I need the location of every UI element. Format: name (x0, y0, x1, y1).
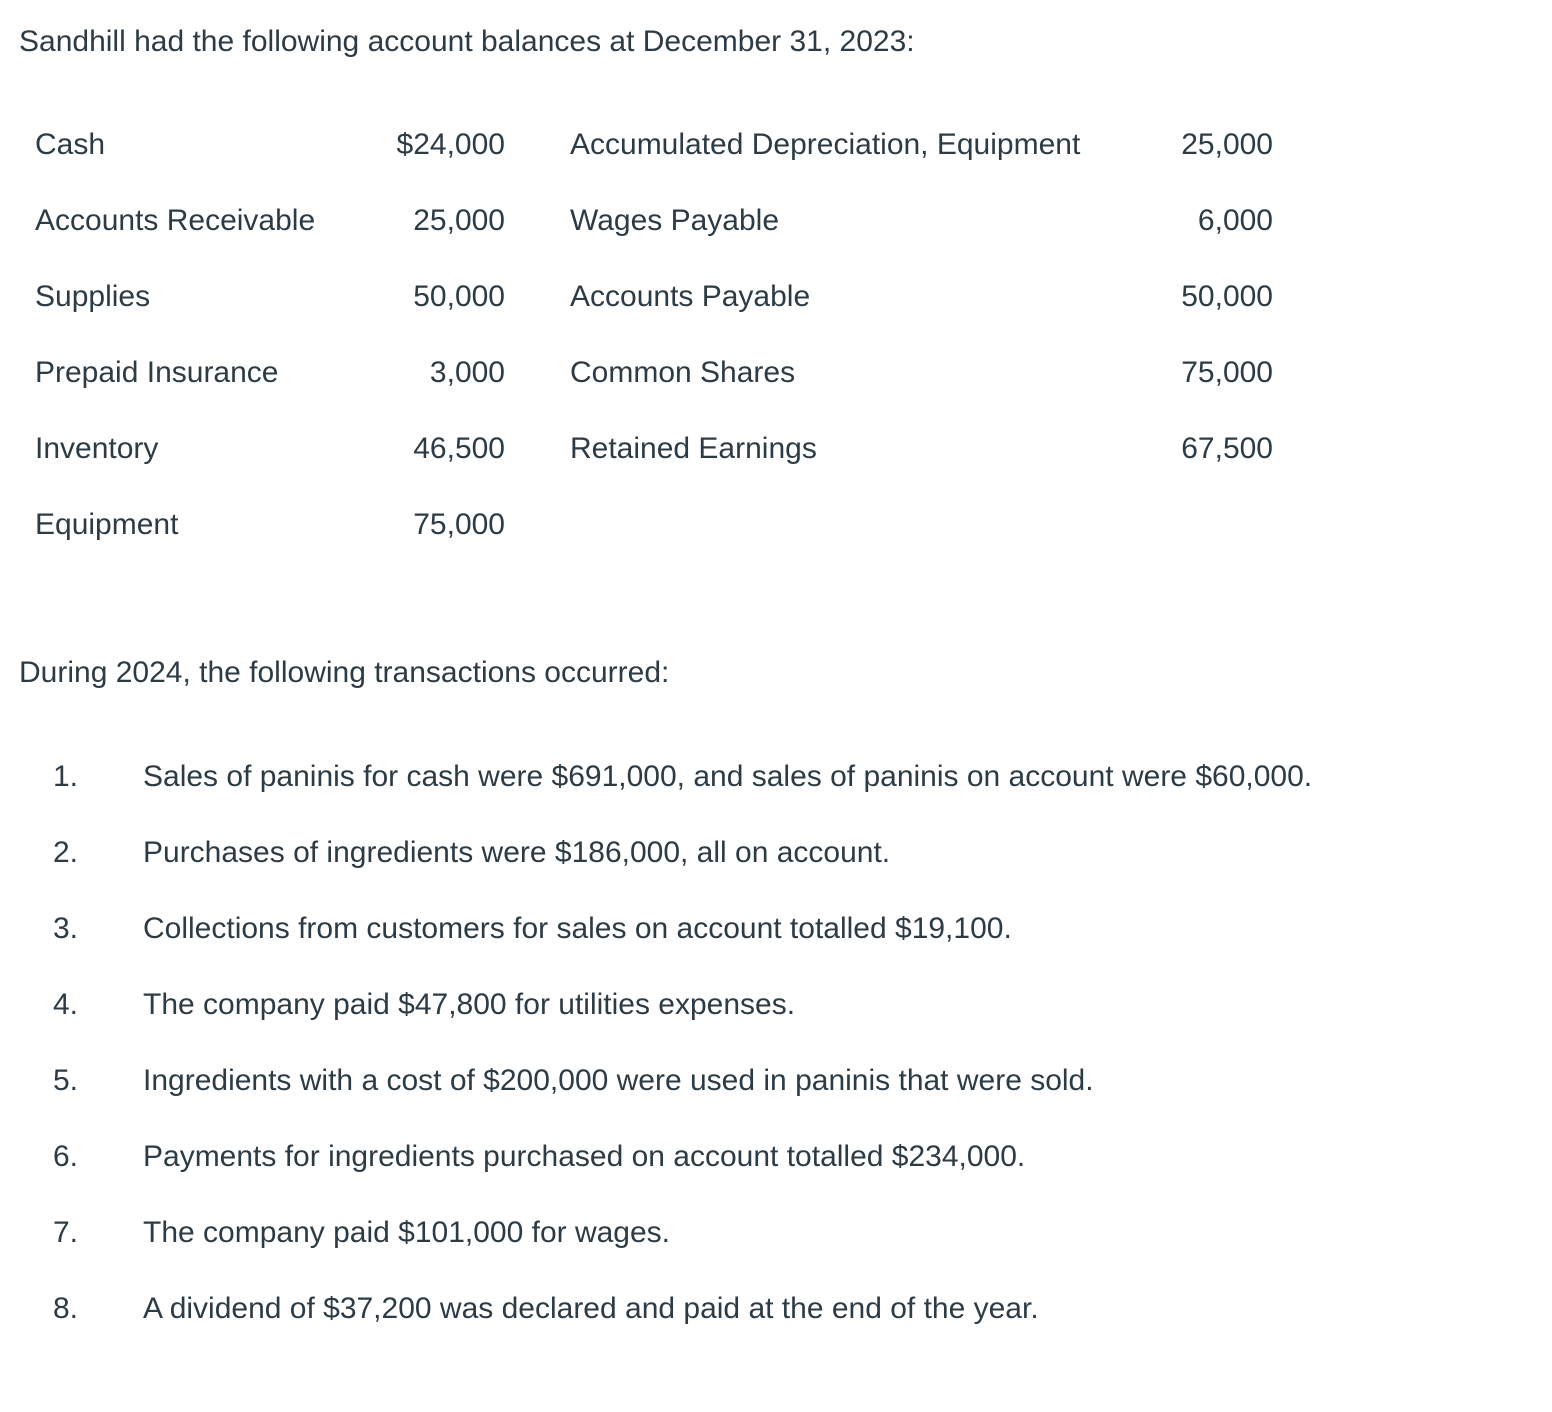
account-label: Wages Payable (570, 204, 780, 237)
account-amount: 67,500 (1181, 432, 1273, 465)
list-item-text: Collections from customers for sales on account totalled $19,100. (143, 912, 1012, 945)
account-label: Inventory (35, 432, 159, 465)
list-item-number: 5. (53, 1064, 79, 1097)
list-item-number: 2. (53, 836, 79, 869)
list-item-text: The company paid $47,800 for utilities expenses. (143, 988, 796, 1021)
account-amount: 75,000 (413, 508, 505, 541)
list-item (0, 757, 1552, 797)
list-item (0, 1213, 1552, 1253)
list-item-number: 7. (53, 1216, 79, 1249)
list-item (0, 1289, 1552, 1329)
account-amount: 75,000 (1181, 356, 1273, 389)
list-item-text: Sales of paninis for cash were $691,000, and sales of paninis on account were $60,000. (143, 760, 1313, 793)
account-label: Supplies (35, 280, 151, 313)
account-amount: 50,000 (1181, 280, 1273, 313)
transactions-heading: During 2024, the following transactions occurred: (19, 656, 670, 689)
list-item-text: Purchases of ingredients were $186,000, all on account. (143, 836, 891, 869)
list-item-number: 4. (53, 988, 79, 1021)
account-amount: 6,000 (1197, 204, 1273, 237)
list-item-number: 3. (53, 912, 79, 945)
account-label: Retained Earnings (570, 432, 817, 465)
list-item (0, 909, 1552, 949)
list-item (0, 1137, 1552, 1177)
account-label: Accounts Receivable (35, 204, 316, 237)
list-item (0, 985, 1552, 1025)
account-amount: 25,000 (1181, 128, 1273, 161)
account-amount: $24,000 (396, 128, 505, 161)
account-label: Cash (35, 128, 106, 161)
intro-text: Sandhill had the following account balances at December 31, 2023: (19, 25, 915, 58)
account-label: Accounts Payable (570, 280, 811, 313)
account-amount: 3,000 (429, 356, 505, 389)
list-item-number: 6. (53, 1140, 79, 1173)
list-item-text: Ingredients with a cost of $200,000 were used in paninis that were sold. (143, 1064, 1094, 1097)
list-item-text: Payments for ingredients purchased on account totalled $234,000. (143, 1140, 1026, 1173)
account-amount: 46,500 (413, 432, 505, 465)
list-item (0, 1061, 1552, 1101)
account-label: Common Shares (570, 356, 796, 389)
list-item-text: A dividend of $37,200 was declared and paid at the end of the year. (143, 1292, 1039, 1325)
list-item-text: The company paid $101,000 for wages. (143, 1216, 671, 1249)
list-item (0, 833, 1552, 873)
account-label: Accumulated Depreciation, Equipment (570, 128, 1081, 161)
account-amount: 25,000 (413, 204, 505, 237)
list-item-number: 1. (53, 760, 79, 793)
list-item-number: 8. (53, 1292, 79, 1325)
account-label: Equipment (35, 508, 179, 541)
account-label: Prepaid Insurance (35, 356, 279, 389)
account-amount: 50,000 (413, 280, 505, 313)
